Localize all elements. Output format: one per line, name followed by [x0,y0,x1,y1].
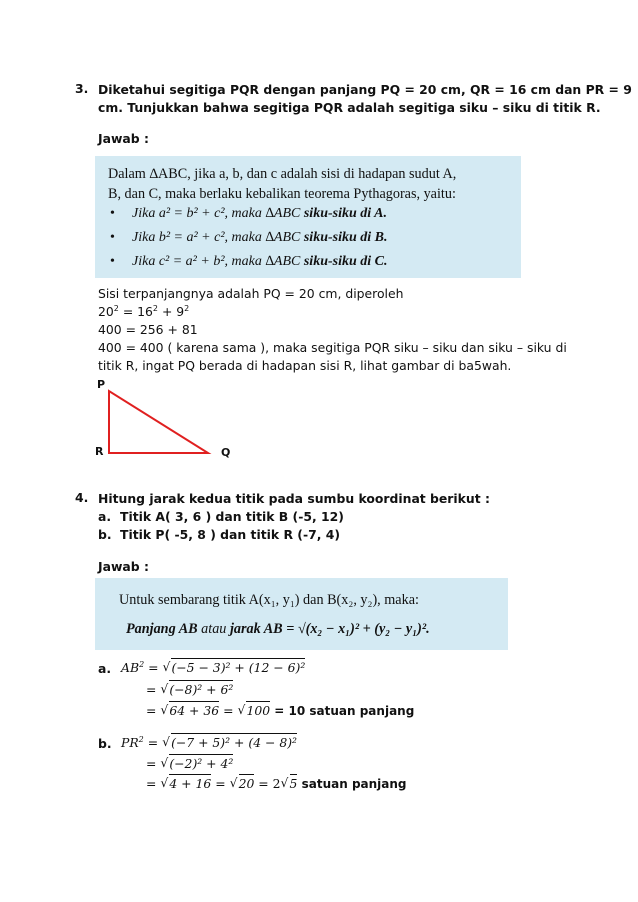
q4-item-a-label: a. [98,509,112,524]
triangle-label-r: R [95,445,104,458]
q3-bullet-cond: Jika b² = a² + c², maka ∆ABC [132,230,301,245]
triangle-shape [109,391,208,453]
q4-sol-b-lhs: PR [121,735,139,750]
q3-sol-line3: 400 = 256 + 81 [98,322,198,337]
q4-sol-a-line2: = √ (−8)² + 6² [146,682,233,697]
q4-box-line2 [126,618,430,640]
q3-sol-line1: Sisi terpanjangnya adalah PQ = 20 cm, diperoleh [98,286,404,301]
triangle-label-p: P [97,378,106,391]
q3-box-line1: Dalam ∆ABC, jika a, b, dan c adalah sisi di hadapan sudut A, [108,166,457,182]
bullet-icon: • [110,254,115,269]
right-triangle-pqr [100,388,212,456]
q4-sol-a-result: = 10 satuan panjang [270,704,415,718]
q4-sol-b-radicand4: 20 [238,776,255,791]
q3-bullet-cond: Jika a² = b² + c², maka ∆ABC [132,206,301,221]
q3-text-line2: cm. Tunjukkan bahwa segitiga PQR adalah segitiga siku – siku di titik R. [98,100,601,115]
q4-sol-a-label: a. [98,661,112,676]
exp: 2 [152,303,158,313]
q3-text-line1: Diketahui segitiga PQR dengan panjang PQ = 20 cm, QR = 16 cm dan PR = 9 [98,82,632,97]
q4-jawab: Jawab : [98,559,149,574]
q4-item-b-label: b. [98,527,112,542]
q3-jawab: Jawab : [98,131,149,146]
q4-text-line1: Hitung jarak kedua titik pada sumbu koordinat berikut : [98,491,490,506]
q3-sol-16: = 16 [118,304,153,319]
q4-sol-b-radicand2: (−2)² + 4² [169,756,234,771]
q3-bullet-result: siku-siku di B. [303,230,388,245]
q4-sol-b-label: b. [98,736,112,751]
triangle-label-q: Q [221,446,231,459]
q4-box-panjang: Panjang AB [126,621,198,637]
q3-sol-line4: 400 = 400 ( karena sama ), maka segitiga PQR siku – siku dan siku – siku di [98,340,567,355]
q3-number: 3. [75,81,89,96]
q4-sol-b-result: satuan panjang [297,777,407,791]
q4-item-a-text: Titik A( 3, 6 ) dan titik B (-5, 12) [120,509,344,524]
q3-bullet-result: siku-siku di A. [303,206,387,221]
bullet-icon: • [110,206,115,221]
q3-bullet-result: siku-siku di C. [303,254,388,269]
q4-sol-b-line1: $PR^2$ = √ (−7 + 5)² + (4 − 8)² [121,735,297,750]
q4-box-line1: Untuk sembarang titik A(x₁, y₁) dan B(x₂, y₂), maka: [119,592,419,608]
q4-sol-a-line3: = √ 64 + 36 = √ 100 = 10 satuan panjang [146,703,414,718]
q4-item-b-text: Titik P( -5, 8 ) dan titik R (-7, 4) [120,527,341,542]
q3-box-line2: B, dan C, maka berlaku kebalikan teorema Pythagoras, yaitu: [108,186,456,202]
q4-sol-a-radicand3: 64 + 36 [169,703,220,718]
q3-sol-line2 [98,303,189,321]
q4-sol-a-radicand4: 100 [246,703,271,718]
q4-sol-a-radicand1: (−5 − 3)² + (12 − 6)² [171,660,306,675]
q4-sol-a-line1: $AB^2$ = √ (−5 − 3)² + (12 − 6)² [121,660,305,675]
q4-sol-b-radicand3: 4 + 16 [169,776,212,791]
q3-sol-20: 20 [98,304,114,319]
q4-sol-b-line2: = √ (−2)² + 4² [146,756,233,771]
q3-sol-line5: titik R, ingat PQ berada di hadapan sisi R, lihat gambar di ba5wah. [98,358,512,373]
q3-box-bullet-3 [110,251,388,273]
q4-box-jarak-formula: jarak AB = √(x₂ − x₁)² + (y₂ − y₁)². [229,621,430,637]
q4-number: 4. [75,490,89,505]
q4-sol-a-lhs: AB [121,660,140,675]
q3-box-bullet-2 [110,227,388,249]
q4-sol-b-radicand1: (−7 + 5)² + (4 − 8)² [171,735,298,750]
q3-bullet-cond: Jika c² = a² + b², maka ∆ABC [132,254,301,269]
q4-box-atau: atau [201,621,227,637]
q4-sol-b-radicand5: 5 [289,776,298,791]
q3-sol-9: + 9 [158,304,185,319]
exp: 2 [113,303,119,313]
exp: 2 [184,303,190,313]
q3-box-bullet-1 [110,203,387,225]
q4-sol-b-coef: 2 [272,776,281,791]
bullet-icon: • [110,230,115,245]
q4-sol-a-radicand2: (−8)² + 6² [169,682,234,697]
q4-sol-b-line3: = √ 4 + 16 = √ 20 = 2√ 5 satuan panjang [146,776,407,791]
